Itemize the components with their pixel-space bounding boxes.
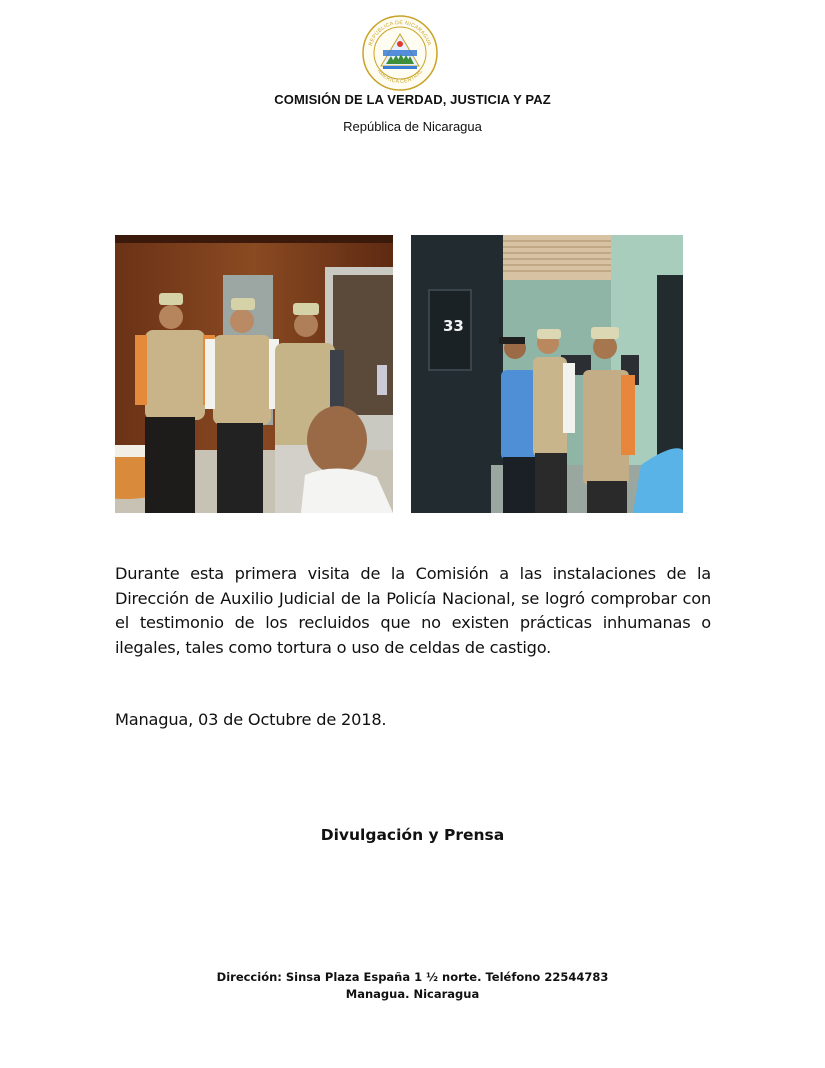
organization-title: COMISIÓN DE LA VERDAD, JUSTICIA Y PAZ (274, 92, 551, 107)
svg-text:33: 33 (443, 317, 464, 335)
body-paragraph: Durante esta primera visita de la Comisión a las instalaciones de la Dirección de Auxilio Judicial de la Policía Nacional, se logró comprobar con el testimonio de los recluidos que no existen prácticas inhumanas o ilegales, tales como tortura o uso de celdas de castigo. (115, 564, 711, 657)
photo-cell-inspection (411, 235, 683, 513)
footer-address-line: Dirección: Sinsa Plaza España 1 ½ norte. Teléfono 22544783 (216, 970, 609, 984)
nicaragua-seal-icon (361, 14, 439, 92)
footer-address (0, 969, 825, 1003)
country-subtitle: República de Nicaragua (343, 119, 482, 134)
signoff-department: Divulgación y Prensa (320, 826, 505, 844)
footer-city-line: Managua. Nicaragua (345, 987, 480, 1001)
date-line: Managua, 03 de Octubre de 2018. (115, 710, 387, 729)
svg-text:REPÚBLICA DE NICARAGUA: REPÚBLICA DE NICARAGUA (367, 19, 433, 47)
svg-text:AMÉRICA CENTRAL: AMÉRICA CENTRAL (375, 68, 425, 86)
photo-commission-office (115, 235, 393, 513)
